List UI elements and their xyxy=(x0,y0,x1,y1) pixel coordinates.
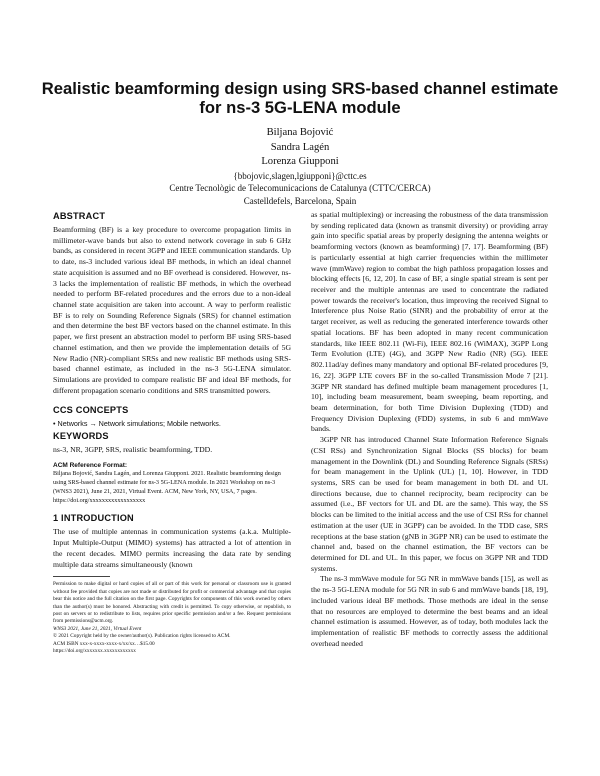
introduction-heading: 1 INTRODUCTION xyxy=(53,513,134,524)
footnote-divider xyxy=(53,576,110,577)
ccs-text: • Networks → Network simulations; Mobile networks. xyxy=(53,418,221,428)
left-column xyxy=(53,210,291,655)
abstract-text: Beamforming (BF) is a key procedure to overcome propagation limits in millimeter-wave bands but also to extend network coverage in sub 6 GHz bands, as considered in recent 3GPP and IEEE communication standards. Up to date, ns-3 included various ideal BF methods, in which an ideal channel state acquisition is assumed and no BF overhead is considered. However, ns-3 lacks the implementation of realistic BF methods, in which the overhead needed to perform BF-related procedures and the errors due to a non-ideal channel state acquisition are taken into account. A way to perform realistic BF is to rely on Sounding Reference Signals (SRS) for channel estimation and then determine the best BF vectors based on the channel estimate. In this paper, we first present an abstraction model to perform BF using SRS-based channel estimation, and then we provide the implementation details of 5G New Radio (NR)-compliant SRSs and new realistic BF methods using SRS-based channel estimate, as included in the ns-3 5G-LENA simulator. Simulations are provided to compare realistic BF and ideal BF methods, for different propagation scenario conditions and SRS transmitted powers. xyxy=(53,225,291,395)
keywords-text: ns-3, NR, 3GPP, SRS, realistic beamforming, TDD. xyxy=(53,444,213,454)
isbn-line: ACM ISBN xxx-x-xxxx-xxxx-x/xx/xx…$15.00 xyxy=(53,640,155,647)
reference-format-text: Biljana Bojović, Sandra Lagén, and Lorenza Giupponi. 2021. Realistic beamforming design using SRS-based channel estimate for ns-3 5G-LENA module. In 2021 Workshop on ns-3 (WNS3 2021), June 21, 2021, Virtual Event. ACM, New York, NY, USA, 7 pages. https://doi.org/xxxxxxxxxxxxxxxxxx xyxy=(53,470,281,504)
introduction-text: The use of multiple antennas in communication systems (a.k.a. Multiple-Input Multiple-Output (MIMO) systems) has attracted a lot of attention in the recent decades. MIMO permits increasing the data rate by sending multiple data streams simultaneously (known xyxy=(53,527,291,569)
body-paragraph: as spatial multiplexing) or increasing the robustness of the data transmission by sending replicated data (known as transmit diversity) or providing array gain into specific spatial areas by properly designing the antenna weights or beamforming vectors (known as beamforming) [7, 17]. Beamforming (BF) is particularly essential at high carrier frequencies within the millimeter wave (mmWave) region to combat the high pathloss propagation losses and blocking effects [6, 12, 20]. In case of BF, a single spatial stream is sent per receiver and the multiple antennas are used to concentrate the radiated power towards the receiver's location, thus improving the received Signal to Interference plus Noise Ratio (SINR) and the probability of error at the target receiver, as well as reducing the generated interference towards other spatial locations. BF has been adopted in many recent communication standards, like IEEE 802.11 (Wi-Fi), IEEE 802.16 (WiMAX), 3GPP Long Term Evolution (LTE) (4G), and 3GPP New Radio (NR) (5G). IEEE 802.11ad/ay defines many mandatory and optional BF-related procedures [9, 16, 22]. 3GPP LTE covers BF in the so-called Transmission Mode 7 [21]. 3GPP NR standard has defined multiple beam management procedures [1, 10], including beam measurement, beam sweeping, beam reporting, and beam determination, for both Time Division Duplexing (TDD) and Frequency Division Duplexing (FDD) systems, in sub 6 and mmWave bands. xyxy=(311,210,548,434)
abstract-heading: ABSTRACT xyxy=(53,211,106,221)
author-name: Sandra Lagén xyxy=(270,141,330,153)
author-name: Lorenza Giupponi xyxy=(261,156,339,168)
author-affiliation: Centre Tecnològic de Telecomunicacions de Catalunya (CTTC/CERCA) xyxy=(169,183,431,194)
keywords-heading: KEYWORDS xyxy=(53,430,109,441)
right-column xyxy=(311,210,548,649)
author-name: Biljana Bojović xyxy=(266,127,334,138)
doi-link[interactable]: https://doi.org/xxxxxxx.xxxxxxxxxxxx xyxy=(53,647,136,654)
reference-format-heading: ACM Reference Format: xyxy=(53,462,128,470)
paper-title: Realistic beamforming design using SRS-based channel estimate for ns-3 5G-LENA module xyxy=(41,79,559,117)
author-block xyxy=(40,126,560,208)
footnote-block xyxy=(53,581,291,655)
copyright-line: © 2021 Copyright held by the owner/author(s). Publication rights licensed to ACM. xyxy=(53,633,231,640)
author-location: Castelldefels, Barcelona, Spain xyxy=(243,195,357,206)
author-email: {bbojovic,slagen,lgiupponi}@cttc.es xyxy=(233,170,367,181)
body-paragraph: 3GPP NR has introduced Channel State Information Reference Signals (CSI RSs) and Synchronization Signal Blocks (SS blocks) for beam management in the Downlink (DL) and Sounding Reference Signals (SRSs) for beam management in the Uplink (UL) [1, 10]. However, in TDD systems, SRS can be used for beam management in both DL and UL directions because, due to channel reciprocity, beam reciprocity can be assumed (i.e., BF vectors for UL and DL are the same). This way, the SS blocks can be limited to the initial access and the use of CSI RSs for channel estimation at the user (UE in 3GPP) can be avoided. In the TDD case, SRS receptions at the base station (gNB in 3GPP NR) can be used to estimate the channel and, based on the channel estimation, the BF vectors can be determined for DL and UL. In this paper, we focus on 3GPP NR and TDD systems. xyxy=(311,435,548,573)
permission-notice: Permission to make digital or hard copies of all or part of this work for personal or classroom use is granted without fee provided that copies are not made or distributed for profit or commercial advantage and that copies bear this notice and the full citation on the first page. Copyrights for components of this work owned by others than the author(s) must be honored. Abstracting with credit is permitted. To copy otherwise, or republish, to post on servers or to redistribute to lists, requires prior specific permission and/or a fee. Request permissions from permissions@acm.org. xyxy=(53,581,291,625)
body-paragraph: The ns-3 mmWave module for 5G NR in mmWave bands [15], as well as the ns-3 5G-LENA module for 5G NR in sub 6 and mmWave bands [18, 19], included various ideal BF methods. Those methods are ideal in the sense that no resources are employed to determine the best beams and an ideal channel estimation is assumed. However, as of today, both modules lack the implementation of realistic BF methods to correctly assess the additional overhead needed xyxy=(311,574,548,648)
venue-line: WNS3 2021, June 21, 2021, Virtual Event xyxy=(53,625,142,632)
ccs-heading: CCS CONCEPTS xyxy=(53,404,129,415)
